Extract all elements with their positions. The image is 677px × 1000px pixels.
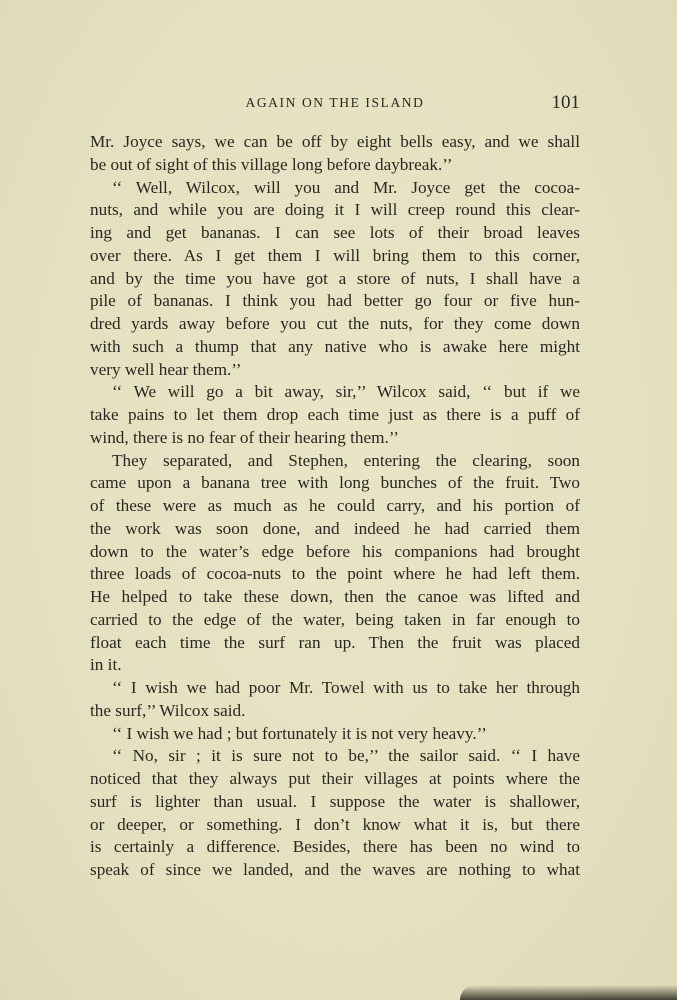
text-line: float each time the surf ran up. Then the fruit was placed bbox=[90, 632, 580, 652]
text-line: dred yards away before you cut the nuts, for they come down bbox=[90, 314, 580, 333]
text-line: is certainly a difference. Besides, there has been no wind to bbox=[90, 837, 580, 857]
text-line: noticed that they always put their villages at points where the bbox=[90, 769, 580, 788]
text-line: in it. bbox=[90, 655, 122, 675]
text-line: three loads of cocoa-nuts to the point where he had left them. bbox=[90, 564, 580, 584]
text-line: came upon a banana tree with long bunches of the fruit. Two bbox=[90, 473, 580, 493]
text-line: ‘‘ Well, Wilcox, will you and Mr. Joyce get the cocoa- bbox=[112, 177, 580, 197]
text-line: carried to the edge of the water, being taken in far enough to bbox=[90, 609, 580, 629]
text-line: pile of bananas. I think you had better go four or five hun- bbox=[90, 291, 580, 311]
text-line: the work was soon done, and indeed he had carried them bbox=[90, 518, 580, 538]
text-line: very well hear them.’’ bbox=[90, 359, 242, 379]
text-line: over there. As I get them I will bring them to this corner, bbox=[90, 245, 580, 265]
scan-shadow bbox=[460, 985, 677, 1000]
text-line: speak of since we landed, and the waves are nothing to what bbox=[90, 860, 580, 879]
text-line: They separated, and Stephen, entering the clearing, soon bbox=[112, 450, 580, 470]
text-line: take pains to let them drop each time just as there is a puff of bbox=[90, 405, 580, 424]
text-line: or deeper, or something. I don’t know what it is, but there bbox=[90, 814, 580, 834]
text-line: ‘‘ No, sir ; it is sure not to be,’’ the sailor said. ‘‘ I have bbox=[112, 746, 580, 766]
text-line: surf is lighter than usual. I suppose the water is shallower, bbox=[90, 791, 580, 811]
page-number: 101 bbox=[551, 92, 580, 113]
text-line: be out of sight of this village long before daybreak.’’ bbox=[90, 154, 453, 174]
text-line: nuts, and while you are doing it I will creep round this clear- bbox=[90, 200, 580, 220]
text-line: with such a thump that any native who is awake here might bbox=[90, 336, 580, 356]
text-line: of these were as much as he could carry, and his portion of bbox=[90, 496, 580, 515]
text-line: He helped to take these down, then the canoe was lifted and bbox=[90, 587, 580, 606]
body-text bbox=[90, 131, 580, 882]
text-line: down to the water’s edge before his companions had brought bbox=[90, 541, 580, 561]
chapter-title: AGAIN ON THE ISLAND bbox=[245, 95, 425, 110]
text-line: ing and get bananas. I can see lots of their broad leaves bbox=[90, 223, 580, 242]
text-line: Mr. Joyce says, we can be off by eight bells easy, and we shall bbox=[90, 132, 580, 151]
text-line: the surf,’’ Wilcox said. bbox=[90, 700, 246, 720]
text-line: and by the time you have got a store of nuts, I shall have a bbox=[90, 268, 580, 288]
text-line: ‘‘ I wish we had ; but fortunately it is not very heavy.’’ bbox=[112, 723, 487, 743]
text-line: ‘‘ I wish we had poor Mr. Towel with us to take her through bbox=[112, 678, 580, 697]
text-line: wind, there is no fear of their hearing them.’’ bbox=[90, 427, 399, 447]
text-line: ‘‘ We will go a bit away, sir,’’ Wilcox said, ‘‘ but if we bbox=[112, 382, 580, 402]
running-header bbox=[90, 92, 580, 116]
